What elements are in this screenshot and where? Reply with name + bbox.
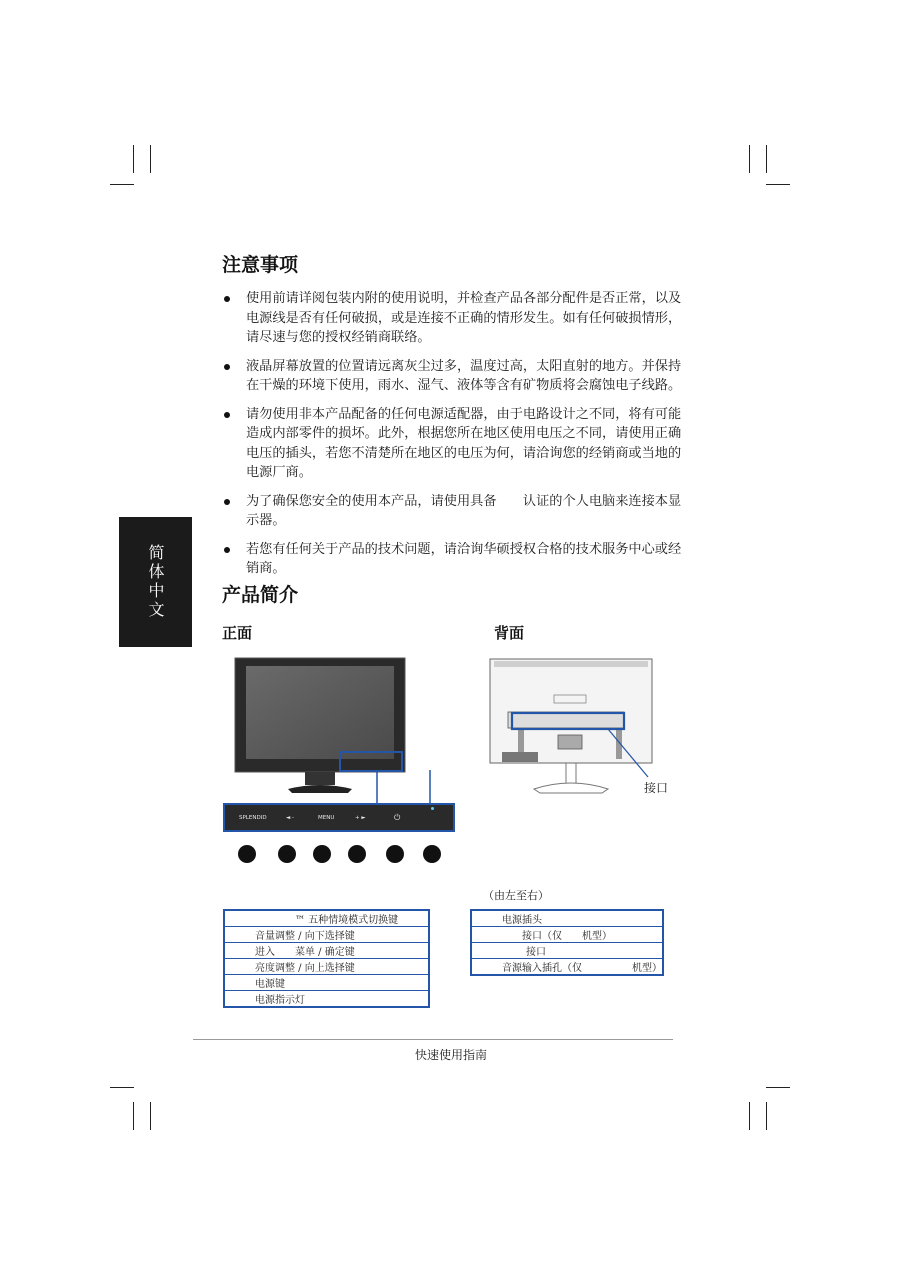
order-note: （由左至右）	[483, 889, 549, 902]
bullet-text: 液晶屏幕放置的位置请远离灰尘过多，温度过高，太阳直射的地方。并保持在干燥的环境下使用，雨水、湿气、液体等含有矿物质将会腐蚀电子线路。	[246, 358, 682, 393]
front-legend-table	[223, 909, 430, 1008]
crop-mark	[749, 145, 750, 173]
crop-mark	[749, 1102, 750, 1130]
back-legend-4: 音源输入插孔（仅 机型）	[502, 963, 662, 974]
back-title: 背面	[494, 624, 525, 642]
list-item	[222, 492, 682, 531]
precautions-title: 注意事项	[222, 254, 299, 276]
footer-text: 快速使用指南	[415, 1048, 488, 1062]
crop-mark	[766, 1102, 767, 1130]
crop-mark	[150, 1102, 151, 1130]
table-row	[224, 927, 429, 943]
table-row	[471, 959, 663, 976]
back-legend-2: 接口（仅 机型）	[471, 927, 663, 943]
bullet-text: 请勿使用非本产品配备的任何电源适配器，由于电路设计之不同，将有可能造成内部零件的损坏。此外，根据您所在地区使用电压之不同，请使用正确电压的插头，若您不清楚所在地区的电压为何，请洽询您的经销商或当地的电源厂商。	[246, 406, 682, 480]
bullet-icon	[224, 364, 230, 370]
crop-mark	[110, 184, 134, 185]
bullet-text: 若您有任何关于产品的技术问题，请洽询华硕授权合格的技术服务中心或经销商。	[246, 541, 682, 576]
callout-line	[370, 770, 440, 806]
table-row	[224, 943, 429, 959]
callout-marker-2	[278, 845, 296, 863]
front-legend-6: 电源指示灯	[255, 995, 305, 1006]
power-button-label: ⏻	[394, 813, 401, 822]
table-row	[471, 910, 663, 927]
table-row	[471, 927, 663, 943]
list-item	[222, 540, 682, 579]
callout-marker-6	[423, 845, 441, 863]
table-row	[224, 910, 429, 927]
power-indicator-icon	[431, 807, 434, 810]
intro-title: 产品简介	[222, 584, 299, 606]
bullet-icon	[224, 296, 230, 302]
front-legend-2: 音量调整 / 向下选择键	[224, 927, 429, 943]
crop-mark	[766, 145, 767, 173]
table-row	[224, 975, 429, 991]
table-row	[471, 943, 663, 959]
back-legend-table	[470, 909, 664, 976]
bullet-text: 为了确保您安全的使用本产品，请使用具备 认证的个人电脑来连接本显示器。	[246, 493, 682, 528]
menu-button-label: MENU	[318, 815, 335, 821]
front-legend-5: 电源键	[224, 975, 429, 991]
bullet-text: 使用前请详阅包装内附的使用说明，并检查产品各部分配件是否正常，以及电源线是否有任何破损，或是连接不正确的情形发生。如有任何破损情形，请尽速与您的授权经销商联络。	[246, 291, 682, 345]
splendid-button-label: SPLENDID	[239, 815, 267, 821]
callout-marker-5	[386, 845, 404, 863]
bullet-icon	[224, 412, 230, 418]
crop-mark	[110, 1087, 134, 1088]
crop-mark	[133, 1102, 134, 1130]
bullet-icon	[224, 547, 230, 553]
callout-marker-1	[238, 845, 256, 863]
list-item	[222, 289, 682, 348]
crop-mark	[150, 145, 151, 173]
crop-mark	[766, 1087, 790, 1088]
language-tab	[119, 517, 192, 647]
precautions-list	[222, 289, 682, 588]
list-item	[222, 405, 682, 483]
front-title: 正面	[222, 624, 253, 642]
back-connector-label: 接口	[644, 781, 669, 795]
button-bar	[223, 803, 455, 832]
front-legend-3: 进入 菜单 / 确定键	[224, 943, 429, 959]
bullet-icon	[224, 499, 230, 505]
list-item	[222, 357, 682, 396]
footer-divider	[193, 1039, 673, 1040]
up-button-label: + ►	[355, 815, 366, 821]
crop-mark	[133, 145, 134, 173]
back-monitor-illustration	[488, 657, 668, 797]
back-legend-1: 电源插头	[471, 910, 663, 927]
callout-marker-3	[313, 845, 331, 863]
callout-marker-4	[348, 845, 366, 863]
table-row	[224, 991, 429, 1008]
table-row	[224, 959, 429, 975]
crop-mark	[766, 184, 790, 185]
front-legend-1: ™ 五种情境模式切换键	[224, 910, 429, 927]
language-tab-label: 简体中文	[146, 544, 165, 620]
front-legend-4: 亮度调整 / 向上选择键	[224, 959, 429, 975]
back-legend-3: 接口	[471, 943, 663, 959]
down-button-label: ◄ -	[286, 815, 294, 821]
